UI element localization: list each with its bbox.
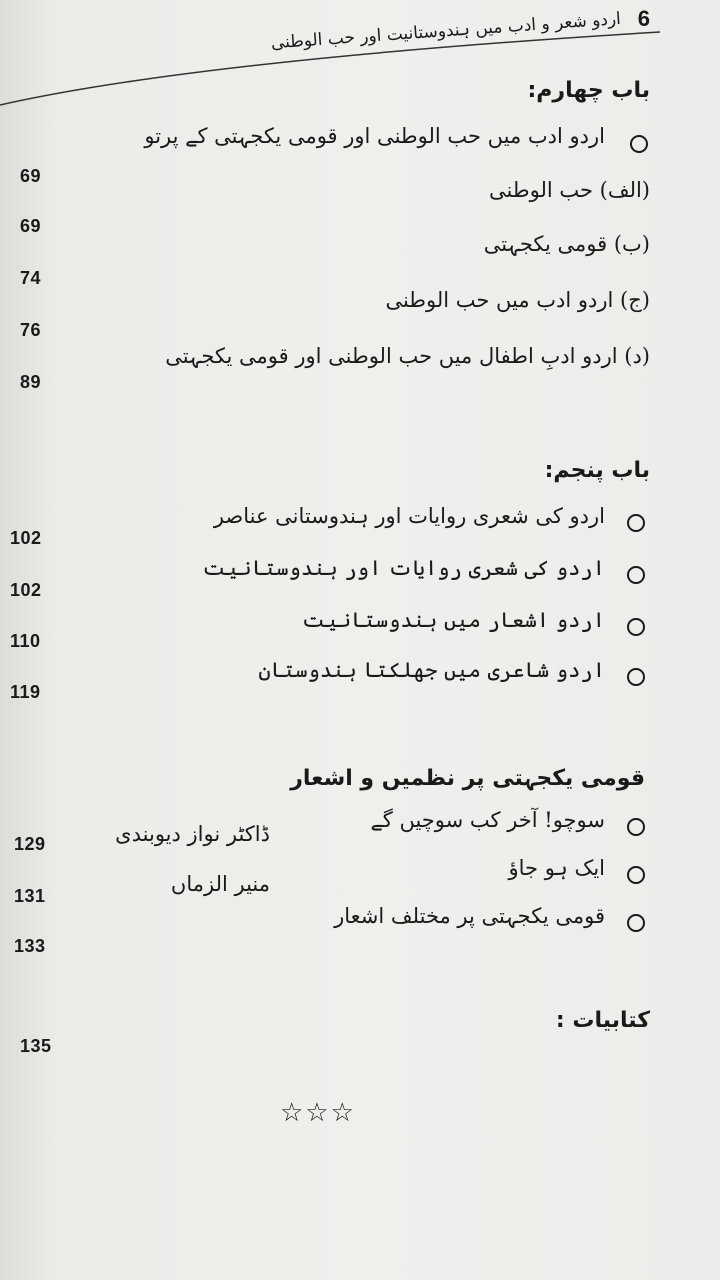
- bullet-icon: [627, 514, 645, 532]
- section5-heading: باب پنجم:: [544, 458, 650, 483]
- toc-page-number: 69: [20, 166, 42, 186]
- toc-page-number: 133: [14, 936, 46, 956]
- toc-entry[interactable]: (د) اردو ادبِ اطفال میں حب الوطنی اور قومی یکجہتی: [165, 344, 650, 368]
- toc-entry[interactable]: اردو شاعری میں جھلکتا ہندوستان: [258, 658, 605, 682]
- toc-entry[interactable]: (ج) اردو ادب میں حب الوطنی: [385, 288, 650, 312]
- toc-page-number: 74: [20, 268, 42, 288]
- toc-entry[interactable]: اردو ادب میں حب الوطنی اور قومی یکجہتی کے پرتو: [144, 124, 605, 148]
- toc-entry[interactable]: (الف) حب الوطنی: [489, 178, 650, 202]
- toc-page-number: 102: [10, 580, 42, 600]
- toc-page-number: 102: [10, 528, 42, 548]
- toc-page-number: 76: [20, 320, 42, 340]
- toc-page-number: 135: [20, 1036, 52, 1056]
- poem-author: ڈاکٹر نواز دیوبندی: [115, 822, 270, 846]
- toc-page-number: 119: [10, 682, 41, 702]
- bullet-icon: [627, 668, 645, 686]
- toc-page-number: 131: [14, 886, 46, 906]
- poems-heading: قومی یکجہتی پر نظمیں و اشعار: [290, 766, 645, 791]
- toc-entry[interactable]: (ب) قومی یکجہتی: [483, 232, 650, 256]
- bullet-icon: [627, 866, 645, 884]
- toc-entry[interactable]: اردو کی شعری روایات اور ہندوستانی عناصر: [213, 504, 605, 528]
- section4-heading: باب چھارم:: [527, 78, 650, 103]
- running-header: اردو شعر و ادب میں ہندوستانیت اور حب الوطنی: [270, 8, 622, 54]
- poem-author: منیر الزماں: [170, 872, 270, 896]
- bullet-icon: [627, 566, 645, 584]
- bullet-icon: [627, 914, 645, 932]
- bullet-icon: [627, 818, 645, 836]
- toc-entry[interactable]: ایک ہو جاؤ: [508, 856, 605, 880]
- star-ornament-icon: ☆☆☆: [280, 1098, 356, 1128]
- toc-page-number: 110: [10, 631, 41, 651]
- toc-entry[interactable]: اردو اشعار میں ہندوستانیت: [301, 608, 605, 632]
- page-number: 6: [637, 6, 650, 31]
- toc-page-number: 69: [20, 216, 42, 236]
- toc-entry[interactable]: سوچو! آخر کب سوچیں گے: [370, 808, 605, 832]
- toc-page-number: 89: [20, 372, 42, 392]
- bibliography-heading: کتابیات :: [555, 1008, 650, 1033]
- toc-page-number: 129: [14, 834, 46, 854]
- toc-entry[interactable]: اردو کی شعری روایات اور ہندوستانیت: [202, 556, 605, 580]
- bullet-icon: [627, 618, 645, 636]
- bullet-icon: [630, 135, 648, 153]
- toc-entry[interactable]: قومی یکجہتی پر مختلف اشعار: [334, 904, 605, 928]
